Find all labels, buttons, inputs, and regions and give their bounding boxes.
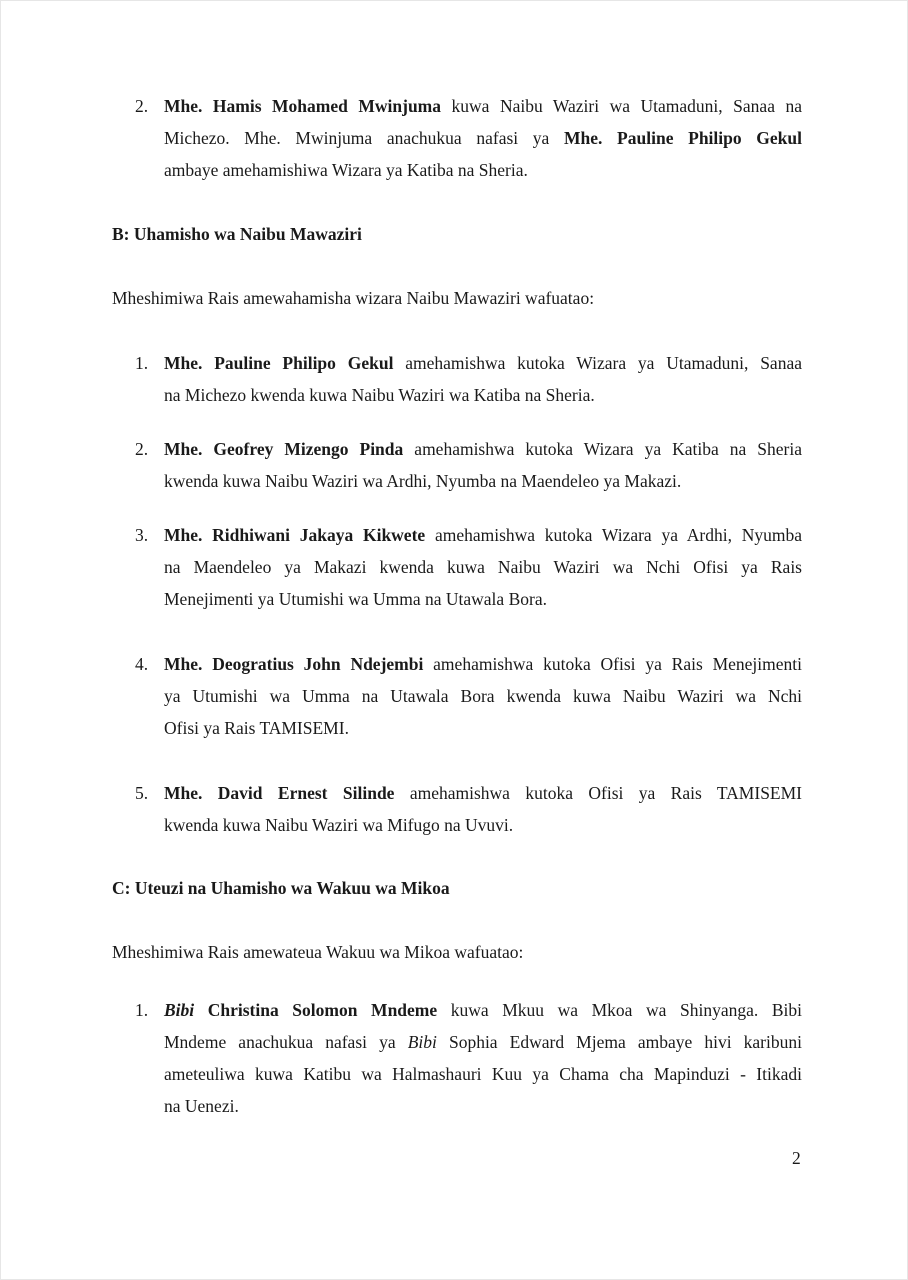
item-number: 1. [135, 1000, 149, 1020]
item-number: 2. [135, 96, 149, 116]
item-line: na Michezo kwenda kuwa Naibu Waziri wa Katiba na Sheria. [164, 385, 595, 405]
item-line: kwenda kuwa Naibu Waziri wa Ardhi, Nyumba na Maendeleo ya Makazi. [164, 471, 682, 491]
list-item [135, 648, 802, 744]
item-number: 5. [135, 783, 149, 803]
item-number: 1. [135, 353, 149, 373]
item-line: na Uenezi. [164, 1096, 239, 1116]
item-line: Menejimenti ya Utumishi wa Umma na Utawala Bora. [164, 589, 547, 609]
section-heading: C: Uteuzi na Uhamisho wa Wakuu wa Mikoa [112, 878, 450, 898]
item-text: amehamishwa kutoka Wizara ya Utamaduni, Sanaa [393, 353, 802, 373]
list-item [135, 994, 803, 1122]
item-line: Ofisi ya Rais TAMISEMI. [164, 718, 349, 738]
item-line: ambaye amehamishiwa Wizara ya Katiba na Sheria. [164, 160, 528, 180]
item-number: 2. [135, 439, 149, 459]
item-number: 3. [135, 525, 149, 545]
person-name: Mhe. Ridhiwani Jakaya Kikwete [164, 525, 426, 545]
item-line [164, 347, 802, 379]
item-text: Michezo. Mhe. Mwinjuma anachukua nafasi ya [164, 128, 564, 148]
honorific: Bibi [407, 1032, 437, 1052]
item-text: amehamishwa kutoka Ofisi ya Rais Menejimenti [423, 654, 802, 674]
page-number: 2 [792, 1148, 801, 1168]
list-item [135, 777, 802, 841]
person-name: Christina Solomon Mndeme [194, 1000, 438, 1020]
item-line [164, 994, 802, 1026]
item-line: ameteuliwa kuwa Katibu wa Halmashauri Kuu ya Chama cha Mapinduzi - Itikadi [164, 1064, 802, 1084]
section-heading: B: Uhamisho wa Naibu Mawaziri [112, 224, 362, 244]
item-line: kwenda kuwa Naibu Waziri wa Mifugo na Uvuvi. [164, 815, 514, 835]
item-text: kuwa Naibu Waziri wa Utamaduni, Sanaa na [441, 96, 802, 116]
item-line [164, 777, 802, 809]
list-item [135, 90, 802, 186]
section-intro: Mheshimiwa Rais amewahamisha wizara Naibu Mawaziri wafuatao: [112, 288, 595, 308]
item-text: amehamishwa kutoka Ofisi ya Rais TAMISEMI [394, 783, 802, 803]
item-text: amehamishwa kutoka Wizara ya Ardhi, Nyumba [425, 525, 802, 545]
person-name: Mhe. Pauline Philipo Gekul [564, 128, 802, 148]
item-text: kuwa Mkuu wa Mkoa wa Shinyanga. Bibi [437, 1000, 803, 1020]
item-line [164, 122, 802, 154]
item-line [164, 1026, 802, 1058]
list-item [135, 433, 802, 497]
person-name: Mhe. Pauline Philipo Gekul [164, 353, 394, 373]
item-line [164, 648, 802, 680]
item-line: na Maendeleo ya Makazi kwenda kuwa Naibu Waziri wa Nchi Ofisi ya Rais [164, 557, 802, 577]
person-name: Mhe. Deogratius John Ndejembi [164, 654, 424, 674]
item-text: Sophia Edward Mjema ambaye hivi karibuni [436, 1032, 802, 1052]
item-line [164, 433, 802, 465]
list-item [135, 519, 802, 615]
section-intro: Mheshimiwa Rais amewateua Wakuu wa Mikoa wafuatao: [112, 942, 524, 962]
honorific: Bibi [164, 1000, 195, 1020]
person-name: Mhe. Geofrey Mizengo Pinda [164, 439, 404, 459]
item-line [164, 519, 802, 551]
item-number: 4. [135, 654, 149, 674]
person-name: Mhe. David Ernest Silinde [164, 783, 395, 803]
item-text: Mndeme anachukua nafasi ya [164, 1032, 408, 1052]
item-text: amehamishwa kutoka Wizara ya Katiba na Sheria [403, 439, 802, 459]
list-item [135, 347, 802, 411]
item-line: ya Utumishi wa Umma na Utawala Bora kwenda kuwa Naibu Waziri wa Nchi [164, 686, 802, 706]
item-line [164, 90, 802, 122]
person-name: Mhe. Hamis Mohamed Mwinjuma [164, 96, 442, 116]
